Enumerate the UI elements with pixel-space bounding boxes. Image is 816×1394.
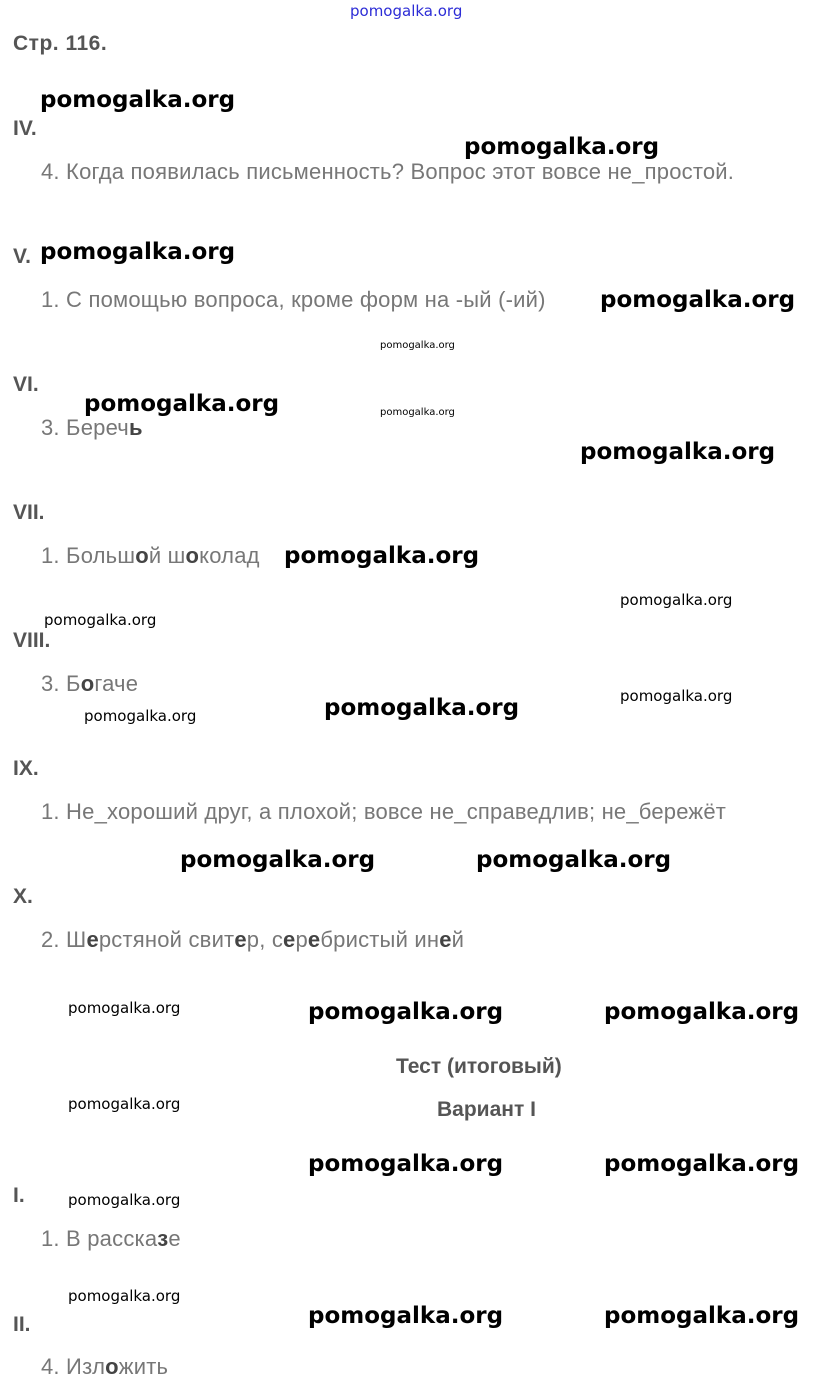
answer-text: бристый ин — [320, 927, 440, 952]
section-roman-iv: IV. — [13, 117, 37, 140]
watermark: pomogalka.org — [620, 687, 733, 705]
section-roman-vii: VII. — [13, 501, 45, 524]
test-answer-ii — [41, 1354, 168, 1380]
answer-highlight: о — [105, 1354, 119, 1379]
section-answer-v — [41, 287, 546, 313]
test-title: Тест (итоговый) — [396, 1055, 562, 1078]
watermark: pomogalka.org — [600, 287, 796, 313]
section-roman-v: V. — [13, 245, 31, 268]
watermark: pomogalka.org — [284, 543, 480, 569]
section-roman-ix: IX. — [13, 757, 39, 780]
watermark: pomogalka.org — [44, 611, 157, 629]
test-answer-i — [41, 1226, 181, 1252]
answer-text: р, с — [246, 927, 284, 952]
answer-text: гаче — [94, 671, 139, 696]
watermark: pomogalka.org — [380, 407, 455, 418]
section-answer-ix — [41, 799, 726, 825]
watermark: pomogalka.org — [68, 999, 181, 1017]
watermark: pomogalka.org — [604, 1303, 800, 1329]
watermark: pomogalka.org — [380, 340, 455, 351]
answer-highlight: ь — [128, 415, 143, 440]
answer-text: 4. Изл — [41, 1354, 106, 1379]
answer-highlight: е — [439, 927, 452, 952]
section-roman-vi: VI. — [13, 373, 39, 396]
answer-text: колад — [199, 543, 260, 568]
answer-text: 2. Ш — [41, 927, 87, 952]
answer-text: 1. В расска — [41, 1226, 158, 1251]
watermark: pomogalka.org — [580, 439, 776, 465]
watermark: pomogalka.org — [604, 999, 800, 1025]
answer-highlight: е — [86, 927, 99, 952]
section-answer-iv — [41, 159, 734, 185]
answer-highlight: о — [80, 671, 95, 696]
answer-text: р — [295, 927, 308, 952]
answer-highlight: о — [185, 543, 200, 568]
watermark: pomogalka.org — [464, 134, 660, 160]
watermark: pomogalka.org — [84, 391, 280, 417]
watermark: pomogalka.org — [68, 1191, 181, 1209]
answer-highlight: з — [157, 1226, 169, 1251]
page-heading: Стр. 116. — [13, 32, 108, 55]
answer-text: е — [168, 1226, 181, 1251]
section-answer-x — [41, 927, 464, 953]
answer-text: 3. Бере — [41, 415, 118, 440]
answer-highlight: е — [283, 927, 296, 952]
watermark: pomogalka.org — [308, 999, 504, 1025]
answer-text: рстяной свит — [98, 927, 235, 952]
answer-text: жить — [118, 1354, 169, 1379]
answer-highlight: е — [307, 927, 321, 952]
watermark: pomogalka.org — [40, 87, 236, 113]
test-variant: Вариант I — [437, 1098, 536, 1121]
watermark: pomogalka.org — [604, 1151, 800, 1177]
watermark: pomogalka.org — [68, 1287, 181, 1305]
answer-text: й ш — [148, 543, 186, 568]
answer-text: й — [451, 927, 465, 952]
section-answer-viii — [41, 671, 138, 697]
section-answer-vi — [41, 415, 143, 441]
watermark: pomogalka.org — [84, 707, 197, 725]
watermark: pomogalka.org — [40, 239, 236, 265]
section-roman-x: X. — [13, 885, 33, 908]
test-roman-ii: II. — [13, 1313, 31, 1336]
answer-text: 4. Когда появилась письменность? Вопрос этот вовсе не_простой. — [41, 159, 735, 184]
test-roman-i: I. — [13, 1184, 25, 1207]
watermark: pomogalka.org — [476, 847, 672, 873]
answer-text: ч — [117, 415, 129, 440]
answer-text: 1. Больш — [41, 543, 136, 568]
answer-highlight: о — [135, 543, 149, 568]
watermark: pomogalka.org — [324, 695, 520, 721]
answer-highlight: е — [234, 927, 247, 952]
watermark: pomogalka.org — [620, 591, 733, 609]
section-answer-vii — [41, 543, 260, 569]
answer-text: 1. Не_хороший друг, а плохой; вовсе не_справедлив; не_бережёт — [41, 799, 727, 824]
section-roman-viii: VIII. — [13, 629, 51, 652]
header-watermark: pomogalka.org — [350, 2, 463, 20]
answer-text: 1. С помощью вопроса, кроме форм на -ый (-ий) — [41, 287, 546, 312]
watermark: pomogalka.org — [68, 1095, 181, 1113]
watermark: pomogalka.org — [308, 1303, 504, 1329]
watermark: pomogalka.org — [180, 847, 376, 873]
watermark: pomogalka.org — [308, 1151, 504, 1177]
answer-text: 3. Б — [41, 671, 81, 696]
